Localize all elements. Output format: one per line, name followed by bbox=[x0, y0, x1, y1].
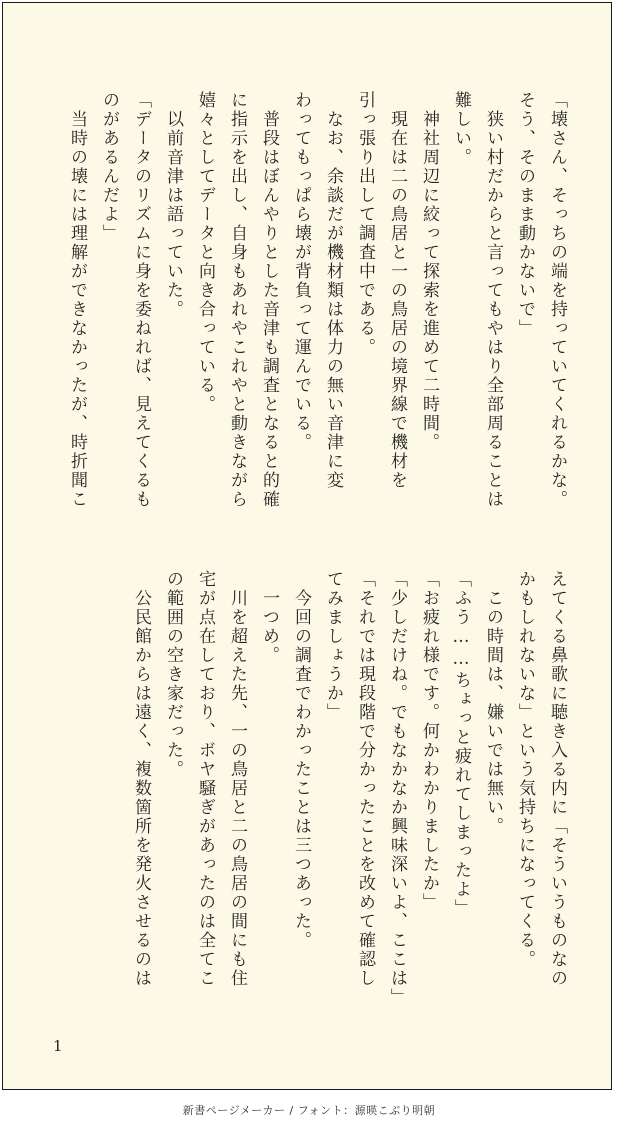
text-line: 引っ張り出して調査中である。 bbox=[355, 91, 375, 357]
text-line: 嬉々としてデータと向き合っている。 bbox=[195, 91, 215, 414]
text-block-bottom bbox=[48, 570, 573, 1008]
book-page bbox=[2, 2, 612, 1090]
text-line: 「ふう……ちょっと疲れてしまったよ」 bbox=[451, 570, 471, 918]
text-block-top bbox=[48, 91, 573, 529]
text-line: 宅が点在しており、ボヤ騒ぎがあったのは全てこ bbox=[195, 570, 215, 988]
text-line: のがあるんだよ」 bbox=[99, 91, 119, 243]
text-line: 「データのリズムに身を委ねれば、見えてくるも bbox=[131, 91, 151, 509]
text-line: 「それでは現段階で分かったことを改めて確認し bbox=[355, 570, 375, 988]
text-line: 現在は二の鳥居と一の鳥居の境界線で機材を bbox=[387, 91, 407, 490]
generator-credit: 新書ページメーカー / フォント：源暎こぶり明朝 bbox=[182, 1104, 436, 1117]
text-line: 難しい。 bbox=[451, 91, 471, 167]
text-line: 当時の壊には理解ができなかったが、時折聞こ bbox=[67, 91, 87, 509]
text-line: 「少しだけね。でもなかなか興味深いよ、ここは」 bbox=[387, 570, 407, 1007]
text-line: そう、そのまま動かないで」 bbox=[515, 91, 535, 338]
text-line: 以前音津は語っていた。 bbox=[163, 91, 183, 319]
text-line: わってもっぱら壊が背負って運んでいる。 bbox=[291, 91, 311, 452]
text-line: 普段はぼんやりとした音津も調査となると的確 bbox=[259, 91, 279, 509]
text-line: 狭い村だからと言ってもやはり全部周ることは bbox=[483, 91, 503, 509]
text-line: 神社周辺に絞って探索を進めて二時間。 bbox=[419, 91, 439, 452]
text-line: てみましょうか」 bbox=[323, 570, 343, 722]
text-line: えてくる鼻歌に聴き入る内に「そういうものなの bbox=[547, 570, 567, 988]
page-number: 1 bbox=[53, 1037, 63, 1055]
text-line: なお、余談だが機材類は体力の無い音津に変 bbox=[323, 91, 343, 490]
text-line: 「お疲れ様です。何かわかりましたか」 bbox=[419, 570, 439, 912]
text-line: 「壊さん、そっちの端を持っていてくれるかな。 bbox=[547, 91, 567, 509]
text-line: 今回の調査でわかったことは三つあった。 bbox=[291, 570, 311, 950]
text-line: に指示を出し、自身もあれやこれやと動きながら bbox=[227, 91, 247, 509]
text-line: かもしれないな」という気持ちになってくる。 bbox=[515, 570, 535, 969]
text-line: 一つめ。 bbox=[259, 570, 279, 665]
text-line: 川を超えた先、一の鳥居と二の鳥居の間にも住 bbox=[227, 570, 247, 988]
text-line: の範囲の空き家だった。 bbox=[163, 570, 183, 779]
text-line: この時間は、嫌いでは無い。 bbox=[483, 570, 503, 836]
text-line: 公民館からは遠く、複数箇所を発火させるのは bbox=[131, 570, 151, 988]
